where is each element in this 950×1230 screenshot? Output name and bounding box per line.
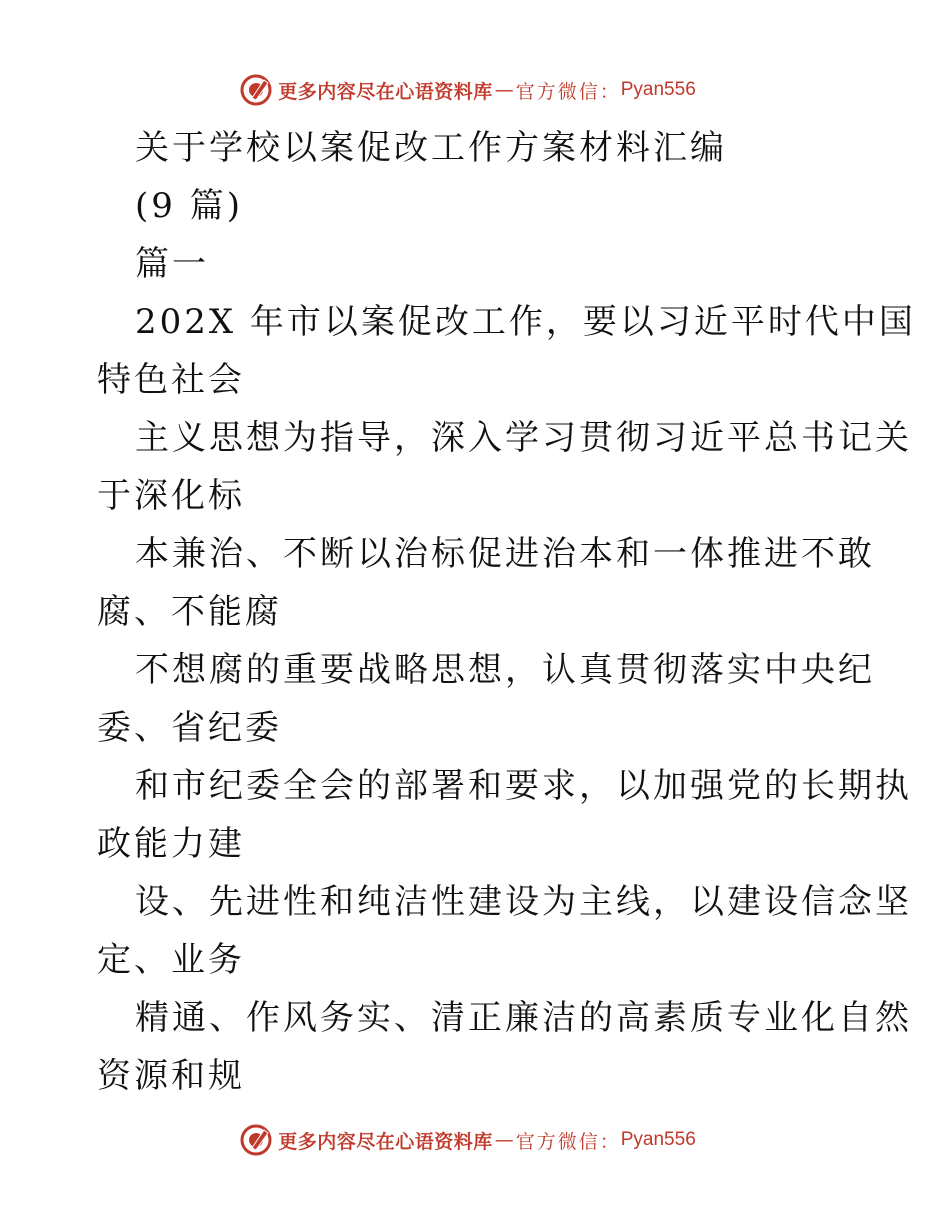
body-line: 腐、不能腐: [97, 592, 282, 632]
body-line: 本兼治、不断以治标促进治本和一体推进不敢: [135, 534, 875, 574]
banner-main-text: 更多内容尽在心语资料库: [278, 80, 493, 103]
body-line: 和市纪委全会的部署和要求，以加强党的长期执: [135, 766, 912, 806]
header-banner: [0, 70, 950, 110]
body-line: 不想腐的重要战略思想，认真贯彻落实中央纪: [135, 650, 875, 690]
document-subtitle: (9 篇): [135, 186, 243, 226]
banner-dash: —: [494, 79, 514, 101]
banner-dash: —: [494, 1129, 514, 1151]
document-title: 关于学校以案促改工作方案材料汇编: [135, 128, 727, 168]
banner-wechat-label: 官方微信：: [515, 1130, 621, 1153]
body-line: 特色社会: [97, 360, 245, 400]
body-line: 委、省纪委: [97, 708, 282, 748]
banner-wechat-label: 官方微信：: [515, 80, 621, 103]
pen-logo-icon: [238, 72, 274, 108]
body-line: 主义思想为指导，深入学习贯彻习近平总书记关: [135, 418, 912, 458]
footer-banner: [0, 1120, 950, 1160]
section-heading: 篇一: [135, 244, 209, 284]
banner-wechat-id: Pyan556: [620, 1129, 696, 1150]
body-line: 设、先进性和纯洁性建设为主线，以建设信念坚: [135, 882, 912, 922]
banner-main-text: 更多内容尽在心语资料库: [278, 1130, 493, 1153]
body-line: 政能力建: [97, 824, 245, 864]
body-line: 定、业务: [97, 940, 245, 980]
banner-wechat-id: Pyan556: [620, 79, 696, 100]
body-line: 精通、作风务实、清正廉洁的高素质专业化自然: [135, 998, 912, 1038]
body-line: 202X 年市以案促改工作，要以习近平时代中国: [135, 302, 916, 342]
body-line: 于深化标: [97, 476, 245, 516]
body-line: 资源和规: [97, 1056, 245, 1096]
document-body: [97, 119, 916, 1105]
pen-logo-icon: [238, 1122, 274, 1158]
